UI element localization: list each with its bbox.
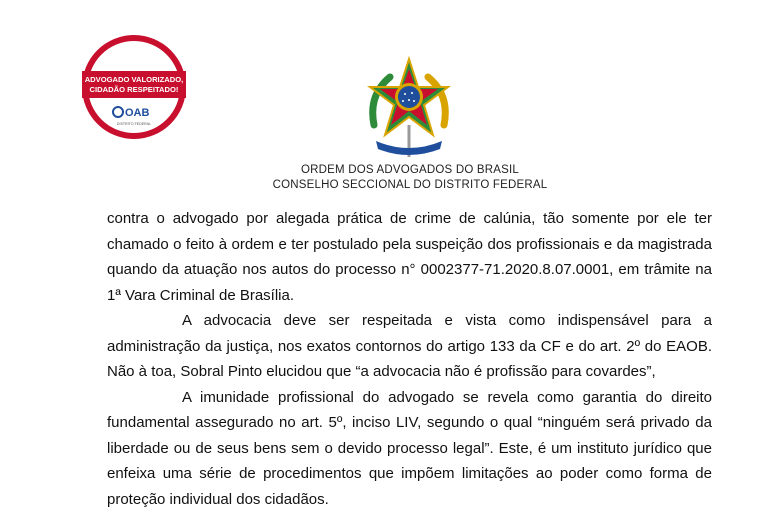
oab-badge-logo — [80, 33, 188, 141]
badge-line1: ADVOGADO VALORIZADO, — [84, 75, 184, 84]
paragraph-3: A imunidade profissional do advogado se revela como garantia do direito fundamental assegurado no art. 5º, inciso LIV, segundo o qual “ninguém será privado da liberdade ou de seus bens sem o devido processo legal”. Este, é um instituto jurídico que enfeixa uma série de procedimentos que impõem limitações ao poder como forma de proteção individual dos cidadãos. — [107, 388, 712, 508]
header-line2: CONSELHO SECCIONAL DO DISTRITO FEDERAL — [272, 179, 548, 191]
badge-subtitle: DISTRITO FEDERAL — [116, 122, 152, 126]
document-body — [107, 206, 712, 512]
document-header — [230, 163, 590, 193]
paragraph-1: contra o advogado por alegada prática de crime de calúnia, tão somente por ele ter chamado o feito à ordem e ter postulado pela suspeição dos profissionais e da magistrada quando da atuação nos autos do processo n° 0002377-71.2020.8.07.0001, em trâmite na 1ª Vara Criminal de Brasília. — [107, 210, 712, 304]
paragraph-2: A advocacia deve ser respeitada e vista como indispensável para a administração da justiça, nos exatos contornos do artigo 133 da CF e do art. 2º do EAOB. Não à toa, Sobral Pinto elucidou que “a advocacia não é profissão para covardes”, — [107, 312, 712, 380]
header-line1: ORDEM DOS ADVOGADOS DO BRASIL — [301, 164, 519, 176]
brazil-coat-of-arms-icon — [354, 55, 464, 165]
svg-text:OAB: OAB — [125, 107, 150, 119]
badge-line2: CIDADÃO RESPEITADO! — [89, 85, 179, 94]
